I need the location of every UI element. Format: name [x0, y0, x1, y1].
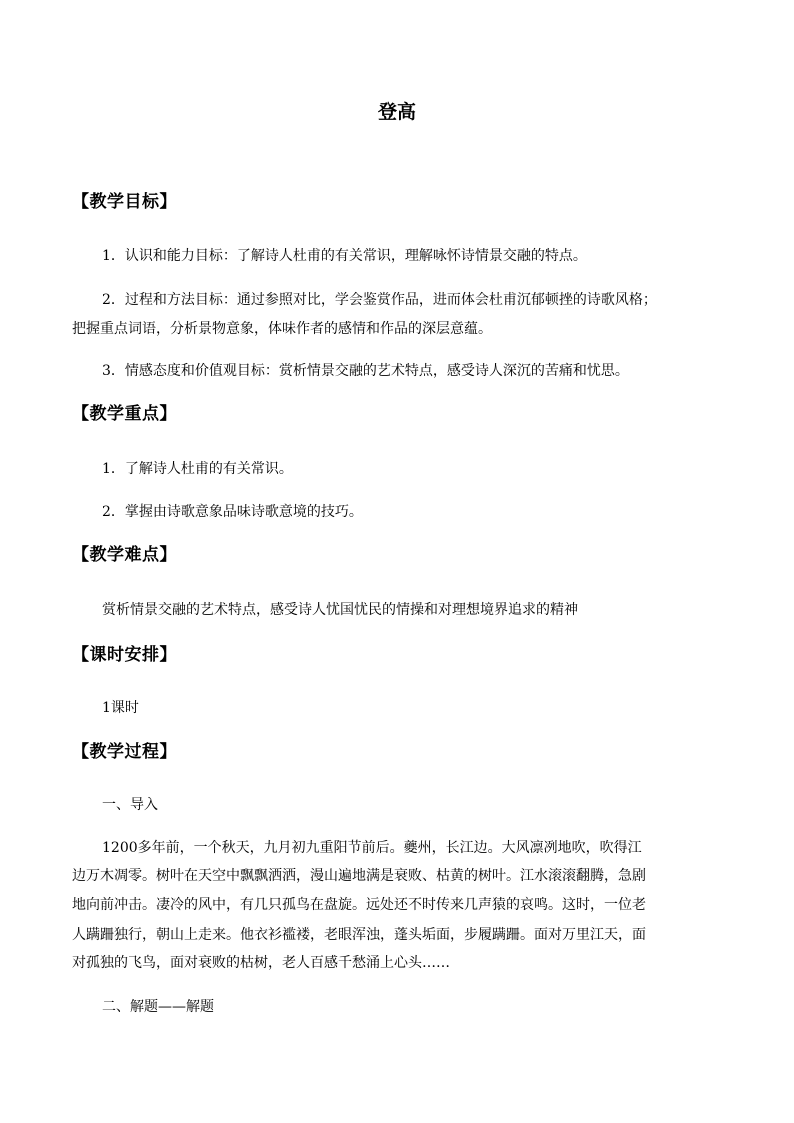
section-heading-difficulties: 【教学难点】 — [72, 545, 177, 565]
objective-item-2-continued: 把握重点词语，分析景物意象，体味作者的感情和作品的深层意蕴。 — [72, 321, 492, 337]
process-step-2-label: 二、解题——解题 — [102, 999, 214, 1015]
objective-item-1: 1．认识和能力目标：了解诗人杜甫的有关常识，理解咏怀诗情景交融的特点。 — [102, 248, 587, 264]
section-heading-objectives: 【教学目标】 — [72, 192, 177, 212]
document-title: 登高 — [377, 101, 416, 123]
section-heading-key-points: 【教学重点】 — [72, 404, 177, 424]
intro-paragraph-line-5: 对孤独的飞鸟，面对衰败的枯树，老人百感千愁涌上心头…… — [72, 955, 450, 971]
difficulties-text: 赏析情景交融的艺术特点，感受诗人忧国忧民的情操和对理想境界追求的精神 — [102, 602, 578, 618]
intro-paragraph-line-2: 边万木凋零。树叶在天空中飘飘洒洒，漫山遍地满是衰败、枯黄的树叶。江水滚滚翻腾，急剧 — [72, 868, 646, 884]
objective-item-2: 2．过程和方法目标：通过参照对比，学会鉴赏作品，进而体会杜甫沉郁顿挫的诗歌风格； — [102, 292, 657, 308]
intro-paragraph-line-3: 地向前冲击。凄冷的风中，有几只孤鸟在盘旋。远处还不时传来几声猿的哀鸣。这时，一位老 — [72, 897, 646, 913]
key-point-item-1: 1．了解诗人杜甫的有关常识。 — [102, 461, 293, 477]
intro-paragraph-line-1: 1200多年前，一个秋天，九月初九重阳节前后。夔州，长江边。大风凛冽地吹，吹得江 — [102, 840, 642, 856]
intro-paragraph-line-4: 人蹒跚独行，朝山上走来。他衣衫褴褛，老眼浑浊，蓬头垢面，步履蹒跚。面对万里江天，面 — [72, 927, 646, 943]
section-heading-schedule: 【课时安排】 — [72, 645, 177, 665]
objective-item-3: 3．情感态度和价值观目标：赏析情景交融的艺术特点，感受诗人深沉的苦痛和忧思。 — [102, 363, 629, 379]
section-heading-process: 【教学过程】 — [72, 742, 177, 762]
key-point-item-2: 2．掌握由诗歌意象品味诗歌意境的技巧。 — [102, 504, 363, 520]
process-step-1-label: 一、导入 — [102, 797, 158, 813]
schedule-text: 1课时 — [102, 700, 139, 716]
